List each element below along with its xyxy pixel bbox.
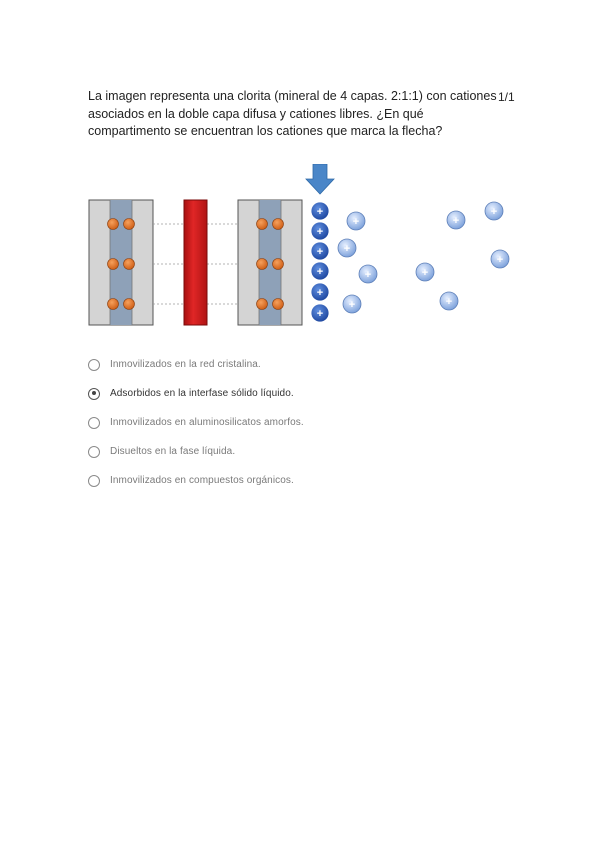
svg-text:+: + bbox=[452, 215, 460, 227]
option-label: Inmovilizados en la red cristalina. bbox=[110, 359, 261, 370]
answer-options bbox=[88, 350, 304, 495]
svg-text:+: + bbox=[316, 266, 324, 278]
svg-text:+: + bbox=[352, 216, 360, 228]
free-cations bbox=[338, 202, 509, 313]
radio-unchecked-icon[interactable] bbox=[88, 475, 100, 487]
option-compuestos-organicos[interactable] bbox=[88, 466, 304, 495]
svg-text:+: + bbox=[496, 254, 504, 266]
option-aluminosilicatos[interactable] bbox=[88, 408, 304, 437]
option-fase-liquida[interactable] bbox=[88, 437, 304, 466]
svg-text:+: + bbox=[348, 299, 356, 311]
svg-text:+: + bbox=[316, 287, 324, 299]
svg-text:+: + bbox=[316, 206, 324, 218]
radio-unchecked-icon[interactable] bbox=[88, 417, 100, 429]
chlorite-diagram bbox=[86, 164, 526, 334]
svg-text:+: + bbox=[316, 308, 324, 320]
brucite-sheet bbox=[184, 200, 207, 325]
question-text: La imagen representa una clorita (mineral de 4 capas. 2:1:1) con cationes asociados en la doble capa difusa y cationes libres. ¿En qué compartimento se encuentran los cationes que marca la flecha? bbox=[88, 89, 497, 138]
radio-checked-icon[interactable] bbox=[88, 388, 100, 400]
svg-text:+: + bbox=[421, 267, 429, 279]
option-label: Inmovilizados en aluminosilicatos amorfos. bbox=[110, 417, 304, 428]
score-badge: 1/1 bbox=[498, 90, 515, 104]
option-label: Adsorbidos en la interfase sólido líquido. bbox=[110, 388, 294, 399]
svg-text:+: + bbox=[343, 243, 351, 255]
radio-unchecked-icon[interactable] bbox=[88, 446, 100, 458]
down-arrow-icon bbox=[306, 164, 334, 194]
option-interfase[interactable] bbox=[88, 379, 304, 408]
svg-text:+: + bbox=[364, 269, 372, 281]
radio-unchecked-icon[interactable] bbox=[88, 359, 100, 371]
adsorbed-cations bbox=[311, 202, 329, 322]
svg-text:+: + bbox=[316, 246, 324, 258]
right-silicate-layer bbox=[238, 200, 302, 325]
svg-text:+: + bbox=[490, 206, 498, 218]
option-label: Inmovilizados en compuestos orgánicos. bbox=[110, 475, 294, 486]
option-label: Disueltos en la fase líquida. bbox=[110, 446, 236, 457]
left-silicate-layer bbox=[89, 200, 153, 325]
option-red-cristalina[interactable] bbox=[88, 350, 304, 379]
svg-text:+: + bbox=[445, 296, 453, 308]
svg-text:+: + bbox=[316, 226, 324, 238]
